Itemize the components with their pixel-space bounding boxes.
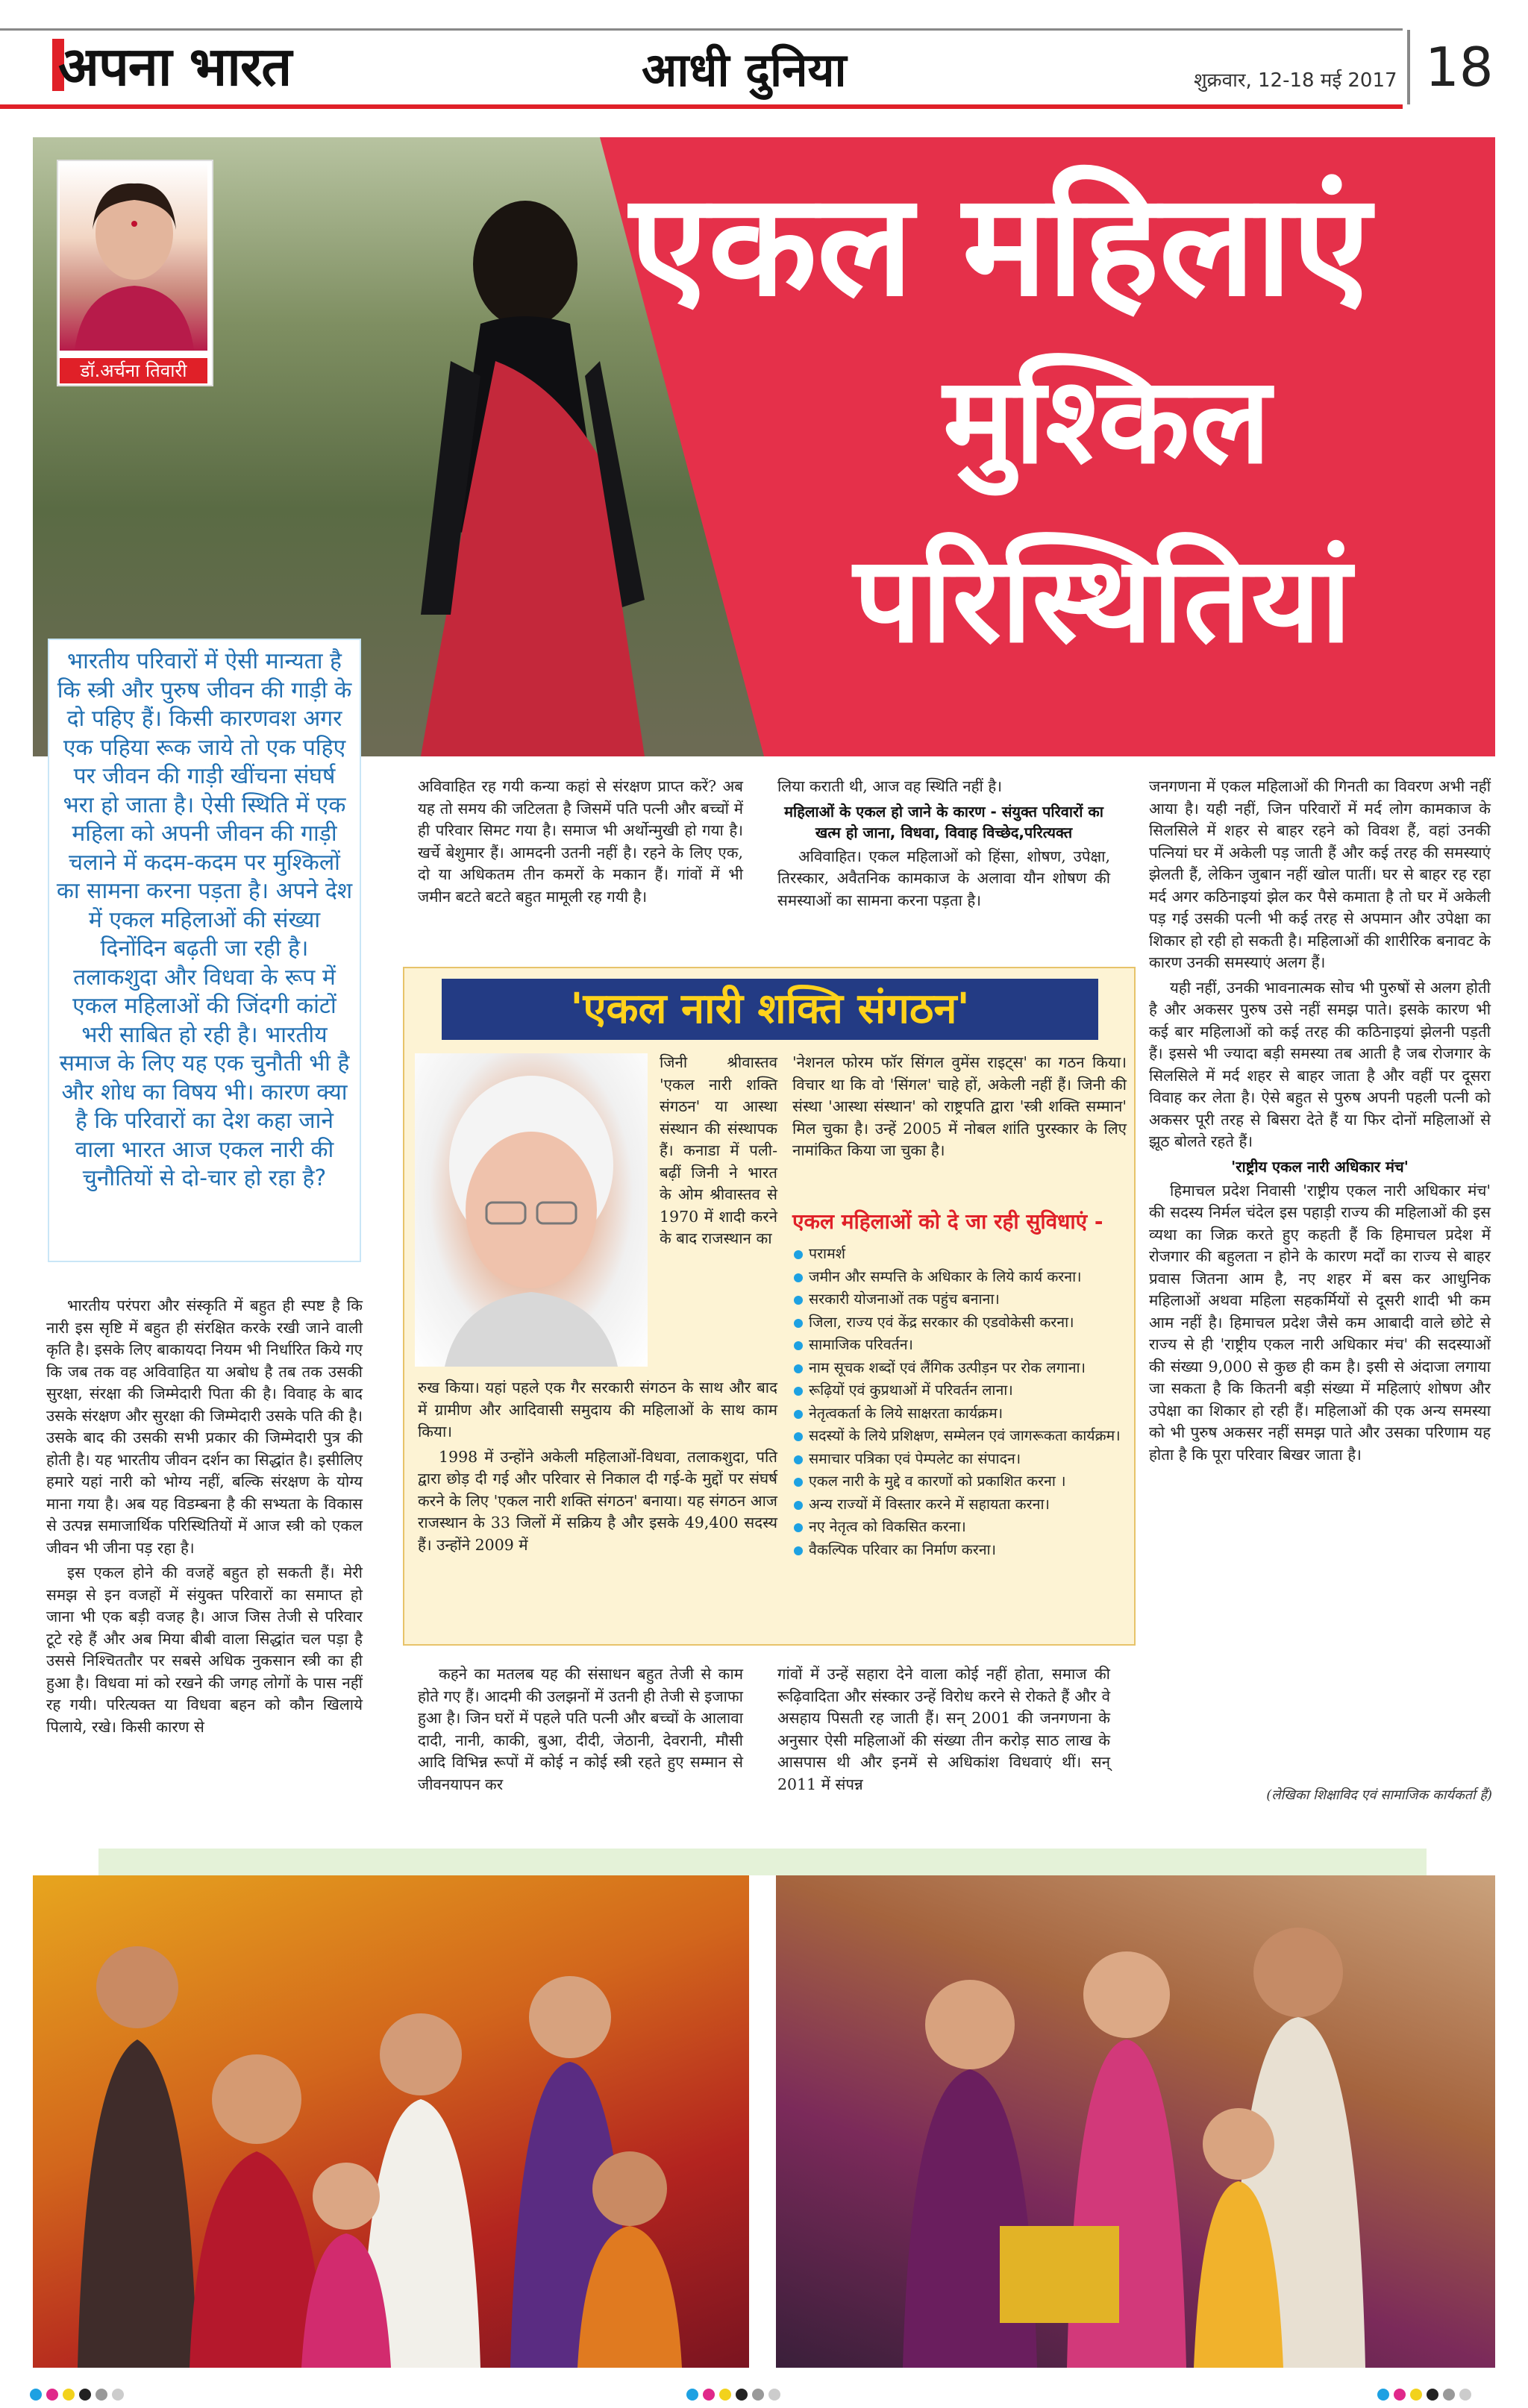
bullet-icon [794, 1319, 803, 1328]
dot [719, 2389, 731, 2401]
bullet-icon [794, 1273, 803, 1282]
headline-line-1: एकल महिलाएं [630, 163, 1371, 327]
article-column-3-bottom [777, 1664, 1110, 1793]
paragraph: कहने का मतलब यह की संसाधन बहुत तेजी से काम होते गए हैं। आदमी की उलझनों में उतनी ही तेजी से इजाफा हुआ है। जिन घरों में पहले पति पत्नी और बच्चों के आलावा दादी, नानी, काकी, बुआ, दीदी, जेठानी, देवरानी, मौसी आदि विभिन्न रूपों में कोई न कोई स्त्री रहते हुए सम्मान से जीवनयापन कर [418, 1665, 743, 1793]
dot [1427, 2389, 1438, 2401]
list-item: जिला, राज्य एवं केंद्र सरकार की एडवोकेसी करना। [792, 1311, 1127, 1335]
list-item: सदस्यों के लिये प्रशिक्षण, सम्मेलन एवं जागरूकता कार्यक्रम। [792, 1425, 1127, 1448]
registration-dots-right [1377, 2389, 1471, 2401]
dot [112, 2389, 124, 2401]
masthead [0, 0, 1528, 112]
causes-subheading: महिलाओं के एकल हो जाने के कारण - संयुक्त परिवारों का खत्म हो जाना, विधवा, विवाह विच्छेद,परित्यक्त [784, 802, 1103, 841]
headline-line-3: परिस्थितियां [854, 530, 1352, 669]
paragraph: हिमाचल प्रदेश निवासी 'राष्ट्रीय एकल नारी अधिकार मंच' की सदस्य निर्मल चंदेल इस पहाड़ी राज्य की महिलाओं की इस व्यथा का जिक्र करते हुए कहती हैं कि हिमाचल प्रदेश में रोजगार की बहुलता न होने के कारण मर्दों का राज्य से बाहर प्रवास जितना आम है, नए शहर में बस कर आधुनिक महिलाओं अथवा महिला सहकर्मियों से दूसरी शादी भी कम आम नहीं है। हिमाचल प्रदेश जैसे कम आबादी वाले छोटे से राज्य से ही 'राष्ट्रीय एकल नारी अधिकार मंच' की सदस्याओं की संख्या 9,000 से कुछ ही कम है। इसी से अंदाजा लगाया जा सकता है कि कितनी बड़ी संख्या में महिलाएं शोषण और उपेक्षा का शिकार हो रही हैं। महिलाओं की एक अन्य समस्या को भी पुरुष अकसर नहीं समझ पाते और उसका परिणाम यह होता है कि पूरा परिवार बिखर जाता है। [1149, 1181, 1491, 1464]
dot [96, 2389, 107, 2401]
section-title: आधी दुनिया [642, 43, 847, 97]
page-number-divider [1407, 30, 1410, 104]
registration-dots-left [30, 2389, 124, 2401]
dot [686, 2389, 698, 2401]
article-column-2-bottom [418, 1664, 743, 1793]
intro-standfirst: भारतीय परिवारों में ऐसी मान्यता है कि स्त्री और पुरुष जीवन की गाड़ी के दो पहिए हैं। किसी कारणवश अगर एक पहिया रूक जाये तो एक पहिए पर जीवन की गाड़ी खींचना संघर्ष भरा हो जाता है। ऐसी स्थिति में एक महिला को अपनी जीवन की गाड़ी चलाने में कदम-कदम पर मुश्किलों का सामना करना पड़ता है। अपने देश में एकल महिलाओं की संख्या दिनोंदिन बढ़ती जा रही है। तलाकशुदा और विधवा के रूप में एकल महिलाओं की जिंदगी कांटों भरी साबित हो रही है। भारतीय समाज के लिए यह एक चुनौती भी है और शोध का विषय भी। कारण क्या है कि परिवारों का देश कहा जाने वाला भारत आज एकल नारी की चुनौतियों से दो-चार हो रहा है? [48, 639, 361, 1262]
bullet-icon [794, 1250, 803, 1259]
photo-band [98, 1849, 1427, 1875]
paragraph: यही नहीं, उनकी भावनात्मक सोच भी पुरुषों से अलग होती है और अकसर पुरुष उसे नहीं समझ पाते। इसके कारण भी कई बार महिलाओं को कई तरह की कठिनाइयां झेलनी पड़ती हैं। इससे भी ज्यादा बड़ी समस्या तब आती है जब रोजगार के सिलसिले में मर्द शहर से बाहर जाता है और वहीं पर दूसरा विवाह कर लेता है। ऐसे बहुत से पुरुष अपनी पहली पत्नी को अकसर पूरी तरह से बिसरा देते हैं या फिर दोनों महिलाओं से झूठ बोलते रहते हैं। [1149, 978, 1491, 1150]
dot [768, 2389, 780, 2401]
paragraph: भारतीय परंपरा और संस्कृति में बहुत ही स्पष्ट है कि नारी इस सृष्टि में बहुत ही संरक्षित करके रखी जाने वाली कृति है। इसके लिए बाकायदा नियम भी निर्धारित किये गए कि जब तक वह अविवाहित या अबोध है तब तक उसकी सुरक्षा, संरक्षा की जिम्मेदारी पिता की है। विवाह के बाद उसके संरक्षण और सुरक्षा की जिम्मेदारी उसके पति की है। उसके बाद की उसकी सभी प्रकार की जिम्मेदारी पुत्र की होती है। यह भारतीय जीवन दर्शन का सिद्धांत है। इसीलिए हमारे यहां नारी को भोग्य नहीं, बल्कि संरक्षण के योग्य माना गया है। अब यह विडम्बना है की सभ्यता के विकास से उत्पन्न समाजार्थिक परिस्थितियों में आज स्त्री को एकल जीवन भी जीना पड़ रहा है। [46, 1297, 363, 1557]
list-item: एकल नारी के मुद्दे व कारणों को प्रकाशित करना । [792, 1470, 1127, 1493]
list-item: समाचार पत्रिका एवं पेम्पलेट का संपादन। [792, 1448, 1127, 1471]
dot [703, 2389, 715, 2401]
paragraph: इस एकल होने की वजहें बहुत हो सकती हैं। मेरी समझ से इन वजहों में संयुक्त परिवारों का समाप्त हो जाना भी एक बड़ी वजह है। आज जिस तेजी से परिवार टूटे रहे हैं और अब मिया बीबी वाला सिद्धांत चल पड़ा है उससे निश्चिततौर पर सबसे अधिक नुकसान स्त्री का ही हुआ है। विधवा मां को रखने की जगह लोगों के पास नहीं रह गयी। परित्यक्त या विधवा बहन को कौन खिलाये पिलाये, रखे। किसी कारण से [46, 1564, 363, 1736]
list-item: रूढ़ियों एवं कुप्रथाओं में परिवर्तन लाना। [792, 1379, 1127, 1402]
dot [1459, 2389, 1471, 2401]
bullet-icon [794, 1341, 803, 1350]
facilities-heading: एकल महिलाओं को दे जा रही सुविधाएं - [792, 1209, 1103, 1234]
list-item: नाम सूचक शब्दों एवं लैंगिक उत्पीड़न पर रोक लगाना। [792, 1357, 1127, 1380]
bullet-icon [794, 1432, 803, 1441]
forum-subheading: 'राष्ट्रीय एकल नारी अधिकार मंच' [1231, 1157, 1409, 1176]
dot [1443, 2389, 1455, 2401]
list-item: वैकल्पिक परिवार का निर्माण करना। [792, 1539, 1127, 1562]
box-title: 'एकल नारी शक्ति संगठन' [570, 985, 970, 1033]
author-note: (लेखिका शिक्षाविद एवं सामाजिक कार्यकर्ता हैं) [1266, 1787, 1492, 1803]
bullet-icon [794, 1387, 803, 1396]
dot [46, 2389, 58, 2401]
dot [1410, 2389, 1422, 2401]
bullet-icon [794, 1478, 803, 1487]
list-item: सामाजिक परिवर्तन। [792, 1334, 1127, 1357]
dot [736, 2389, 748, 2401]
family-group-illustration-right [776, 1875, 1495, 2368]
author-portrait-illustration [60, 163, 207, 351]
headline-line-2: मुश्किल [943, 351, 1271, 490]
box-column-1-continued [418, 1377, 777, 1638]
paragraph: जनगणना में एकल महिलाओं की गिनती का विवरण अभी नहीं आया है। यही नहीं, जिन परिवारों में मर्द लोग कामकाज के सिलसिले में शहर से बाहर रहने को विवश हैं, वहां उनकी पत्नियां घर में अकेली पड़ जाती हैं और कई तरह की समस्याएं झेलती हैं, लेकिन जुबान नहीं खोल पातीं। घर से बाहर रह रहा मर्द अगर कठिनाइयां झेल कर पैसे कमाता है तो घर में अकेली पड़ गई उसकी पत्नी भी कई तरह से अपमान और उपेक्षा का शिकार हो रही हो सकती है। महिलाओं की शारीरिक बनावट के कारण उनकी समस्याएं अलग हैं। [1149, 777, 1491, 971]
box-portrait-illustration [415, 1053, 648, 1367]
page-number: 18 [1425, 36, 1494, 98]
author-photo [60, 163, 207, 351]
bullet-icon [794, 1296, 803, 1305]
list-item: परामर्श [792, 1243, 1127, 1266]
dot [1394, 2389, 1406, 2401]
box-portrait-photo [415, 1053, 648, 1367]
issue-date: शुक्रवार, 12-18 मई 2017 [1194, 69, 1397, 92]
paragraph: लिया कराती थी, आज वह स्थिति नहीं है। [777, 777, 1003, 795]
family-photo-right [776, 1875, 1495, 2368]
bullet-icon [794, 1364, 803, 1373]
paper-name: अपना भारत [58, 34, 292, 98]
bullet-icon [794, 1455, 803, 1464]
article-column-1 [46, 1295, 363, 1772]
article-column-4 [1149, 776, 1491, 1768]
list-item: अन्य राज्यों में विस्तार करने में सहायता करना। [792, 1493, 1127, 1517]
list-item: नए नेतृत्व को विकसित करना। [792, 1516, 1127, 1539]
header-red-rule [0, 104, 1403, 109]
box-column-1: जिनी श्रीवास्तव 'एकल नारी शक्ति संगठन' या आस्था संस्थान की संस्थापक हैं। कनाडा में पली-बढ़ीं जिनी ने भारत के ओम श्रीवास्तव से 1970 में शादी करने के बाद राजस्थान का [660, 1053, 777, 1247]
article-column-3-top [777, 776, 1110, 944]
author-caption: डॉ.अर्चना तिवारी [60, 358, 207, 383]
paragraph: अविवाहित रह गयी कन्या कहां से संरक्षण प्राप्त करें? अब यह तो समय की जटिलता है जिसमें पति पत्नी और बच्चों में ही परिवार सिमट गया है। समाज भी अर्थोन्मुखी हो गया है। खर्चे बेशुमार हैं। आमदनी उतनी नहीं है। रहने के लिए एक, दो या अधिकतम तीन कमरों के मकान हैं। गांवों में भी जमीन बटते बटते बहुत मामूली रह गयी है। [418, 777, 743, 906]
bullet-icon [794, 1546, 803, 1555]
bullet-icon [794, 1523, 803, 1532]
family-photo-left [33, 1875, 749, 2368]
paragraph: गांवों में उन्हें सहारा देने वाला कोई नहीं होता, समाज की रूढ़िवादिता और संस्कार उन्हें विरोध करने से रोकते हैं और वे असहाय पिसती रह जाती हैं। सन् 2001 की जनगणना के अनुसार ऐसी महिलाओं की संख्या तीन करोड़ साठ लाख के आसपास थी और इनमें से अधिकांश विधवाएं थीं। सन् 2011 में संपन्न [777, 1665, 1110, 1793]
box-column-2: 'नेशनल फोरम फॉर सिंगल वुमेंस राइट्स' का गठन किया। विचार था कि वो 'सिंगल' चाहे हों, अकेली नहीं हैं। जिनी की संस्था 'आस्था संस्थान' को राष्ट्रपति द्वारा 'स्त्री शक्ति सम्मान' मिल चुका है। उन्हें 2005 में नोबल शांति पुरस्कार के लिए नामांकित किया जा चुका है। [792, 1053, 1127, 1159]
bullet-icon [794, 1410, 803, 1419]
list-item: सरकारी योजनाओं तक पहुंच बनाना। [792, 1288, 1127, 1311]
paragraph: 1998 में उन्होंने अकेली महिलाओं-विधवा, तलाकशुदा, पति द्वारा छोड़ दी गई और परिवार से निकाल दी गई-के मुद्दों पर संघर्ष करने के लिए 'एकल नारी शक्ति संगठन' बनाया। यह संगठन आज राजस्थान के 33 जिलों में सक्रिय है और इसके 49,400 सदस्य हैं। उन्होंने 2009 में [418, 1447, 777, 1554]
facilities-list [792, 1243, 1127, 1561]
dot [63, 2389, 75, 2401]
family-group-illustration-left [33, 1875, 749, 2368]
paragraph: अविवाहित। एकल महिलाओं को हिंसा, शोषण, उपेक्षा, तिरस्कार, अवैतनिक कामकाज के अलावा यौन शोषण की समस्याओं का सामना करना पड़ता है। [777, 847, 1110, 909]
paragraph: रुख किया। यहां पहले एक गैर सरकारी संगठन के साथ और बाद में ग्रामीण और आदिवासी समुदाय की महिलाओं के साथ काम किया। [418, 1379, 777, 1440]
dot [752, 2389, 764, 2401]
list-item: जमीन और सम्पत्ति के अधिकार के लिये कार्य करना। [792, 1266, 1127, 1289]
list-item: नेतृत्वकर्ता के लिये साक्षरता कार्यक्रम। [792, 1402, 1127, 1426]
article-column-2-top [418, 776, 743, 944]
dot [79, 2389, 91, 2401]
dot [1377, 2389, 1389, 2401]
dot [30, 2389, 42, 2401]
bullet-icon [794, 1501, 803, 1510]
registration-dots-center [686, 2389, 780, 2401]
